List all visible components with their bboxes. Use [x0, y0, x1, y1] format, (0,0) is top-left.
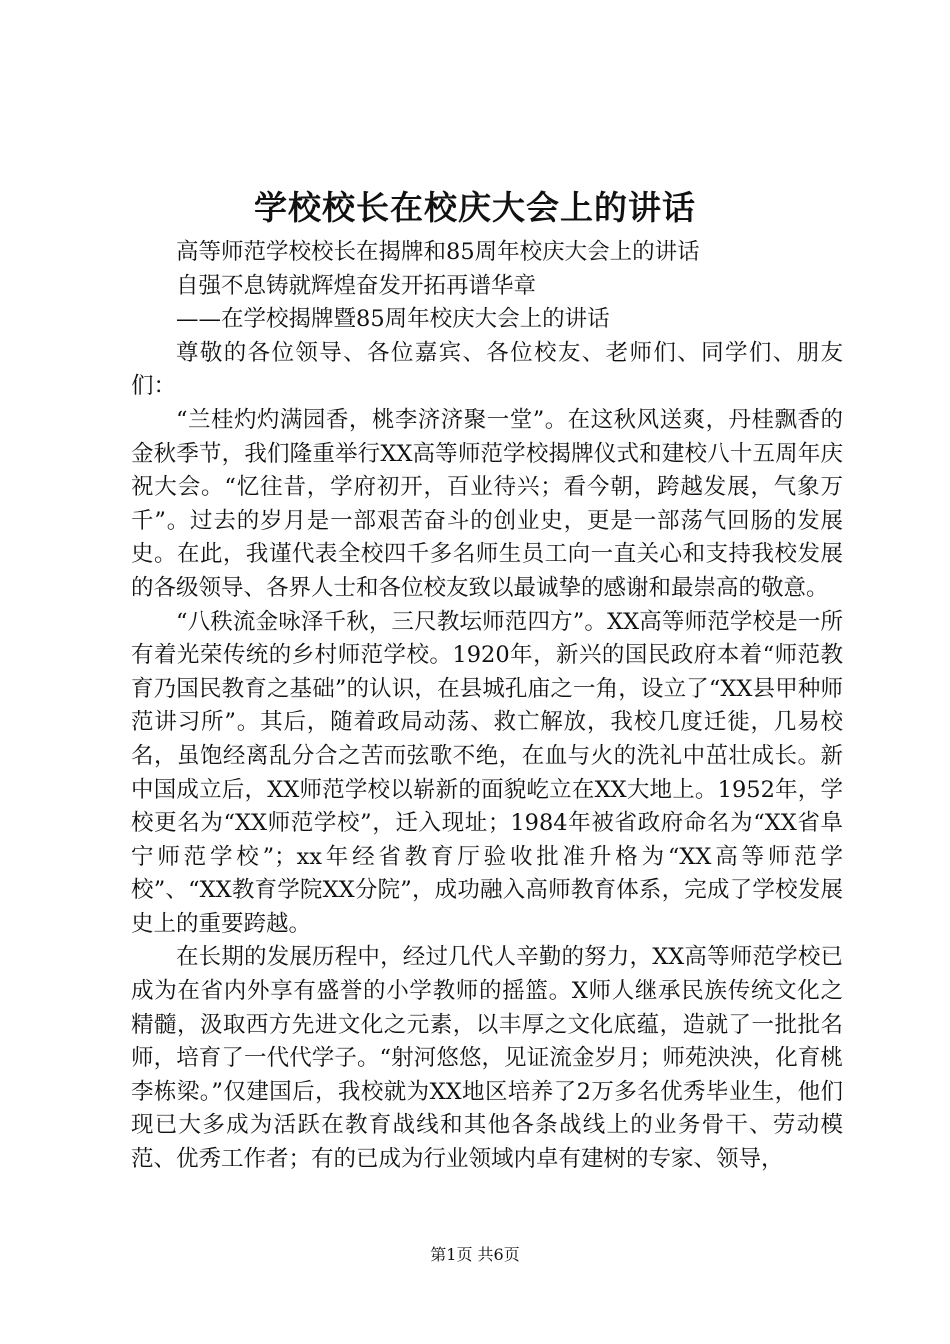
document-title: 学校校长在校庆大会上的讲话	[254, 188, 696, 227]
body-paragraph: “八秩流金咏泽千秋，三尺教坛师范四方”。XX高等师范学校是一所有着光荣传统的乡村师范学校。1920年，新兴的国民政府本着“师范教育乃国民教育之基础”的认识，在县城孔庙之一角，设立了“XX县甲种师范讲习所”。其后，随着政局动荡、救亡解放，我校几度迁徙，几易校名，虽饱经离乱分合之苦而弦歌不绝，在血与火的洗礼中茁壮成长。新中国成立后，XX师范学校以崭新的面貌屹立在XX大地上。1952年，学校更名为“XX师范学校”，迁入现址；1984年被省政府命名为“XX省阜宁师范学校”；xx年经省教育厅验收批准升格为“XX高等师范学校”、“XX教育学院XX分院”，成功融入高师教育体系，完成了学校发展史上的重要跨越。	[131, 608, 843, 937]
subtitle-line: 自强不息铸就辉煌奋发开拓再谱华章	[176, 272, 537, 299]
body-paragraph: “兰桂灼灼满园香，桃李济济聚一堂”。在这秋风送爽，丹桂飘香的金秋季节，我们隆重举行XX高等师范学校揭牌仪式和建校八十五周年庆祝大会。“忆往昔，学府初开，百业待兴；看今朝，跨越发展，气象万千”。过去的岁月是一部艰苦奋斗的创业史，更是一部荡气回肠的发展史。在此，我谨代表全校四千多名师生员工向一直关心和支持我校发展的各级领导、各界人士和各位校友致以最诚挚的感谢和最崇高的敬意。	[131, 406, 843, 601]
document-body	[131, 236, 843, 1177]
subtitle-line: ——在学校揭牌暨85周年校庆大会上的讲话	[176, 306, 610, 333]
body-paragraph: 在长期的发展历程中，经过几代人辛勤的努力，XX高等师范学校已成为在省内外享有盛誉的小学教师的摇篮。X师人继承民族传统文化之精髓，汲取西方先进文化之元素，以丰厚之文化底蕴，造就了一批批名师，培育了一代代学子。“射河悠悠，见证流金岁月；师苑泱泱，化育桃李栋梁。”仅建国后，我校就为XX地区培养了2万多名优秀毕业生，他们现已大多成为活跃在教育战线和其他各条战线上的业务骨干、劳动模范、优秀工作者；有的已成为行业领域内卓有建树的专家、领导，	[131, 944, 843, 1173]
subtitle-line: 高等师范学校校长在揭牌和85周年校庆大会上的讲话	[176, 239, 700, 265]
page-footer: 第1页 共6页	[430, 1245, 520, 1264]
salutation-paragraph: 尊敬的各位领导、各位嘉宾、各位校友、老师们、同学们、朋友们：	[131, 339, 843, 400]
